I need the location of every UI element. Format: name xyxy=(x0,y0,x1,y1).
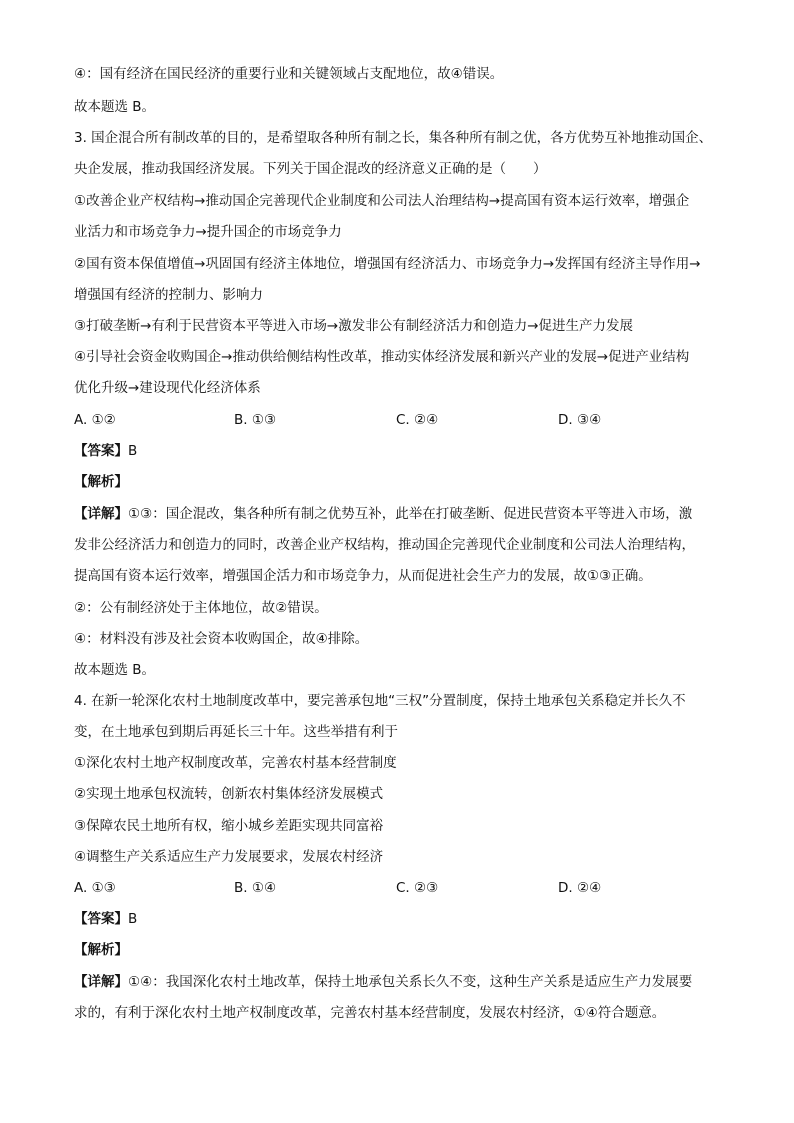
q3-detail-line3: 提高国有资本运行效率，增强国企活力和市场竞争力，从而促进社会生产力的发展，故①③正确。 xyxy=(74,568,652,584)
q3-item2-line1: ②国有资本保值增值→巩固国有经济主体地位，增强国有经济活力、市场竞争力→发挥国有经济主导作用→ xyxy=(74,256,701,272)
q3-item2-line2: 增强国有经济的控制力、影响力 xyxy=(74,287,263,303)
detail-label: 【详解】 xyxy=(74,506,128,522)
q3-analysis-label: 【解析】 xyxy=(74,474,128,490)
q3-detail-line5: ④：材料没有涉及社会资本收购国企，故④排除。 xyxy=(74,631,369,647)
q4-detail-line2: 求的，有利于深化农村土地产权制度改革，完善农村基本经营制度，发展农村经济，①④符合题意。 xyxy=(74,1005,666,1021)
q3-item1-line1: ①改善企业产权结构→推动国企完善现代企业制度和公司法人治理结构→提高国有资本运行效率，增强企 xyxy=(74,193,690,209)
answer-label: 【答案】 xyxy=(74,443,128,459)
q4-item4: ④调整生产关系适应生产力发展要求，发展农村经济 xyxy=(74,849,384,865)
q3-detail-line2: 发非公经济活力和创造力的同时，改善企业产权结构，推动国企完善现代企业制度和公司法人治理结构， xyxy=(74,537,695,553)
q4-item2: ②实现土地承包权流转，创新农村集体经济发展模式 xyxy=(74,786,384,802)
q4-option-a: A. ①③ xyxy=(74,880,116,896)
q3-option-a: A. ①② xyxy=(74,412,116,428)
q3-stem-line1: 3. 国企混合所有制改革的目的，是希望取各种所有制之长，集各种所有制之优，各方优势互补地推动国企、 xyxy=(74,130,713,146)
q4-answer xyxy=(74,909,724,929)
q4-detail-line1 xyxy=(74,972,724,992)
detail-label: 【详解】 xyxy=(74,974,128,990)
q4-option-c: C. ②③ xyxy=(396,880,439,896)
q4-option-d: D. ②④ xyxy=(558,880,602,896)
q4-stem-line1: 4. 在新一轮深化农村土地制度改革中，要完善承包地“三权”分置制度，保持土地承包关系稳定并长久不 xyxy=(74,693,686,709)
q3-option-b: B. ①③ xyxy=(234,412,277,428)
q3-item3: ③打破垄断→有利于民营资本平等进入市场→激发非公有制经济活力和创造力→促进生产力发展 xyxy=(74,318,634,334)
q4-item1: ①深化农村土地产权制度改革，完善农村基本经营制度 xyxy=(74,755,397,771)
answer-value: B xyxy=(128,443,138,459)
q3-answer xyxy=(74,441,724,461)
q3-option-d: D. ③④ xyxy=(558,412,602,428)
answer-value: B xyxy=(128,911,138,927)
detail-text: ①③：国企混改，集各种所有制之优势互补，此举在打破垄断、促进民营资本平等进入市场，激 xyxy=(128,506,693,522)
q4-item3: ③保障农民土地所有权，缩小城乡差距实现共同富裕 xyxy=(74,818,384,834)
detail-text: ①④：我国深化农村土地改革，保持土地承包关系长久不变，这种生产关系是适应生产力发展要 xyxy=(128,974,693,990)
answer-label: 【答案】 xyxy=(74,911,128,927)
q4-stem-line2: 变，在土地承包到期后再延长三十年。这些举措有利于 xyxy=(74,724,398,740)
q4-option-b: B. ①④ xyxy=(234,880,277,896)
q3-stem-line2: 央企发展，推动我国经济发展。下列关于国企混改的经济意义正确的是（ ） xyxy=(74,161,547,177)
q4-analysis-label: 【解析】 xyxy=(74,942,128,958)
q2-analysis-item4: ④：国有经济在国民经济的重要行业和关键领域占支配地位，故④错误。 xyxy=(74,66,504,82)
q3-item4-line2: 优化升级→建设现代化经济体系 xyxy=(74,380,261,396)
q2-conclusion: 故本题选 B。 xyxy=(74,99,156,115)
q3-detail-line1 xyxy=(74,504,724,524)
q3-option-c: C. ②④ xyxy=(396,412,439,428)
q3-detail-line4: ②：公有制经济处于主体地位，故②错误。 xyxy=(74,600,328,616)
q3-item1-line2: 业活力和市场竞争力→提升国企的市场竞争力 xyxy=(74,224,342,240)
q3-conclusion: 故本题选 B。 xyxy=(74,662,156,678)
q3-item4-line1: ④引导社会资金收购国企→推动供给侧结构性改革，推动实体经济发展和新兴产业的发展→促进产业结构 xyxy=(74,349,690,365)
